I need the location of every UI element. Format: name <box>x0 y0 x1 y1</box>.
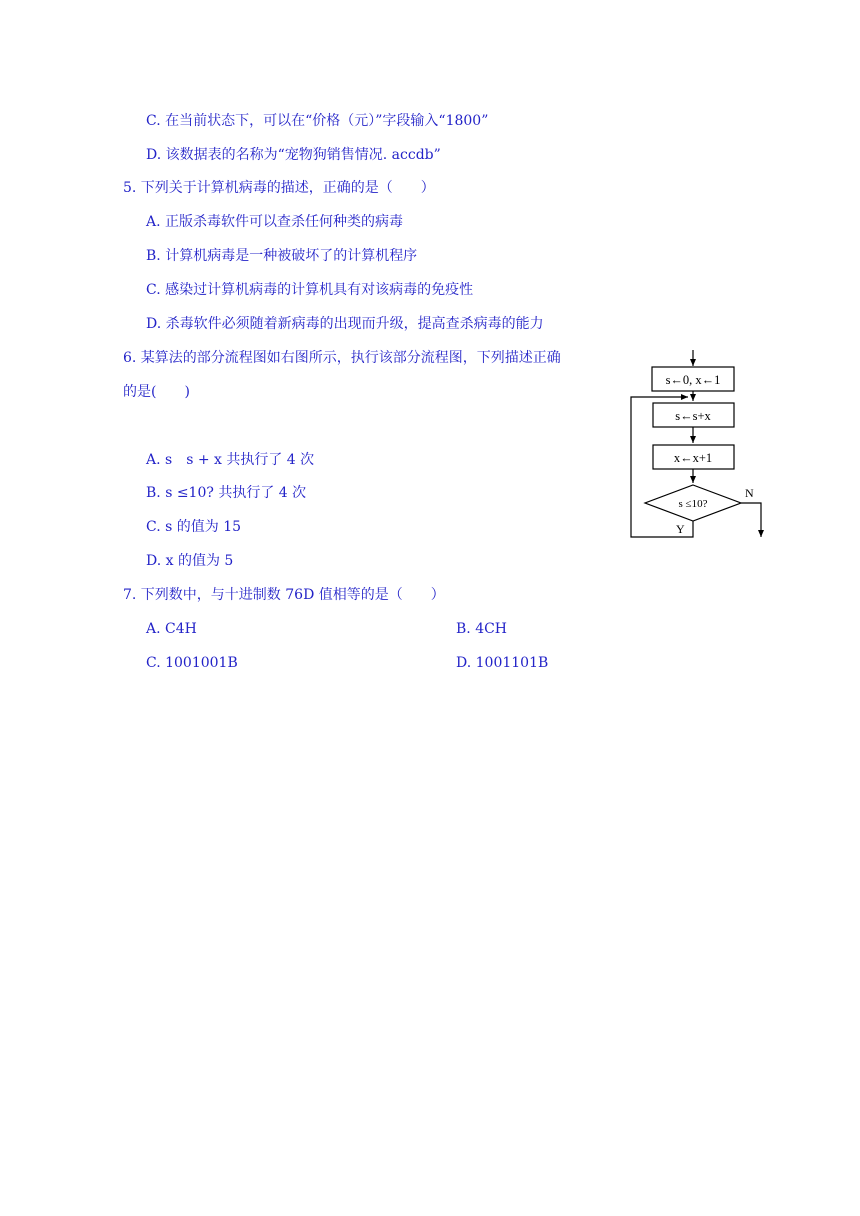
yes-label: Y <box>676 522 685 536</box>
question-6-stem-line1: 6. 某算法的部分流程图如右图所示，执行该部分流程图，下列描述正确 <box>123 350 561 366</box>
step1-box-label: s←s+x <box>675 409 711 423</box>
question-c4-option-d: D. 该数据表的名称为“宠物狗销售情况. accdb” <box>146 147 441 163</box>
question-7-stem: 7. 下列数中，与十进制数 76D 值相等的是（ ） <box>123 587 445 603</box>
question-6-option-c: C. s 的值为 15 <box>146 519 242 535</box>
question-c4-option-c: C. 在当前状态下，可以在“价格（元）”字段输入“1800” <box>146 113 489 129</box>
question-7-option-a: A. C4H <box>146 621 197 637</box>
question-5-option-b: B. 计算机病毒是一种被破坏了的计算机程序 <box>146 248 418 264</box>
question-5-option-a: A. 正版杀毒软件可以查杀任何种类的病毒 <box>146 214 404 230</box>
question-6-option-b: B. s ≤10? 共执行了 4 次 <box>146 485 307 501</box>
question-7-option-b: B. 4CH <box>456 621 508 637</box>
question-5-option-d: D. 杀毒软件必须随着新病毒的出现而升级，提高查杀病毒的能力 <box>146 316 544 332</box>
question-5-option-c: C. 感染过计算机病毒的计算机具有对该病毒的免疫性 <box>146 282 474 298</box>
condition-label: s ≤10? <box>678 498 708 510</box>
question-7-option-d: D. 1001101B <box>456 655 549 671</box>
question-6-option-a: A. s s + x 共执行了 4 次 <box>146 452 315 468</box>
question-6-option-d: D. x 的值为 5 <box>146 553 234 569</box>
no-exit-line <box>741 503 761 537</box>
no-label: N <box>745 486 754 500</box>
algorithm-flowchart <box>628 347 773 542</box>
question-6-stem-line2: 的是( ) <box>123 384 190 400</box>
question-7-option-c: C. 1001001B <box>146 655 238 671</box>
init-box-label: s←0, x←1 <box>665 373 721 387</box>
question-5-stem: 5. 下列关于计算机病毒的描述，正确的是（ ） <box>123 180 435 196</box>
step2-box-label: x←x+1 <box>673 451 713 465</box>
